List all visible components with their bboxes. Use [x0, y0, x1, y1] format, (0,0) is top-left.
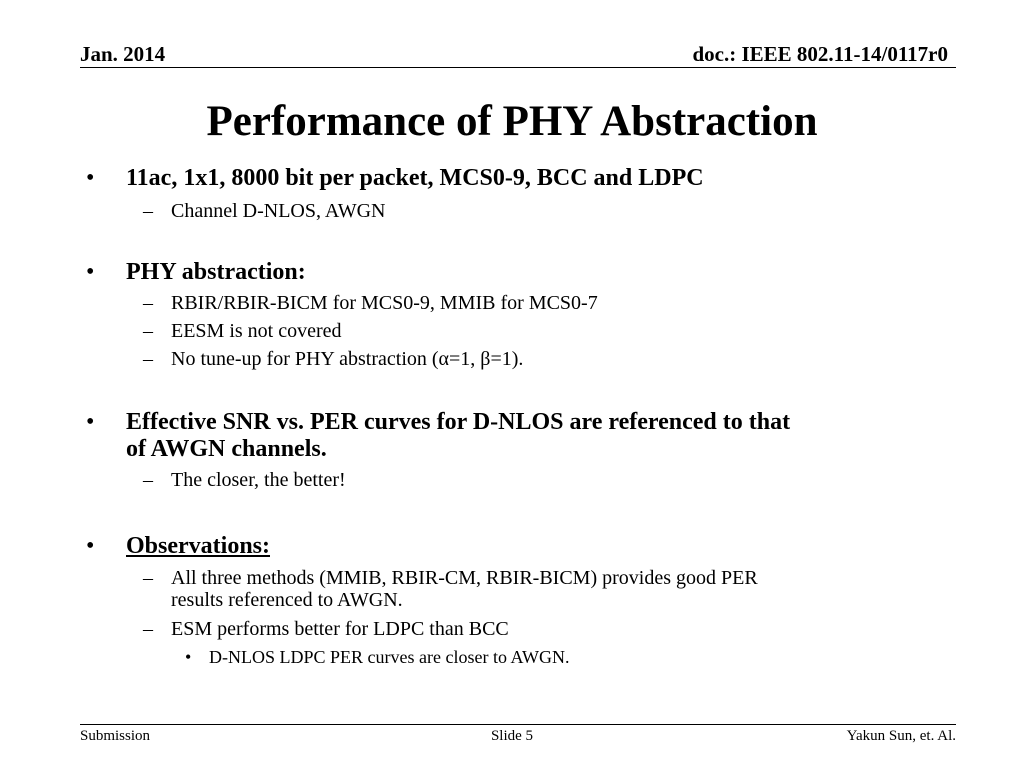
- bullet-marker: •: [86, 533, 95, 559]
- sub-bullet-marker: –: [143, 567, 153, 589]
- sub-bullet-item: [143, 567, 891, 590]
- sub-bullet-text: EESM is not covered: [171, 320, 342, 342]
- sub-bullet-text: The closer, the better!: [171, 469, 346, 491]
- sub-bullet-text: No tune-up for PHY abstraction (α=1, β=1).: [171, 348, 524, 370]
- sub-bullet-continuation: [171, 589, 891, 612]
- header-date: Jan. 2014: [80, 42, 166, 66]
- footer-slide-number: Slide 5: [490, 728, 534, 744]
- sub-bullet-marker: –: [143, 348, 153, 370]
- sub-bullet-marker: –: [143, 320, 153, 342]
- bullet-marker: •: [86, 165, 95, 191]
- header-doc-id: doc.: IEEE 802.11-14/0117r0: [692, 42, 948, 66]
- footer-divider: [80, 724, 956, 725]
- sub-sub-bullet-marker: •: [185, 647, 192, 667]
- bullet-item: [86, 165, 704, 192]
- sub-bullet-text: Channel D-NLOS, AWGN: [171, 200, 386, 222]
- sub-bullet-item: [143, 618, 891, 641]
- bullet-text-line2: of AWGN channels.: [126, 436, 327, 462]
- sub-bullet-text: ESM performs better for LDPC than BCC: [171, 618, 509, 640]
- sub-bullet-text-line2: results referenced to AWGN.: [171, 589, 403, 611]
- sub-bullet-text-line1: All three methods (MMIB, RBIR-CM, RBIR-BICM) provides good PER: [171, 567, 758, 589]
- sub-bullet-item: [143, 348, 891, 371]
- bullet-marker: •: [86, 409, 95, 435]
- bullet-text-line1: Effective SNR vs. PER curves for D-NLOS are referenced to that: [126, 409, 791, 435]
- sub-bullet-item: [143, 292, 891, 315]
- bullet-continuation: [126, 436, 327, 463]
- sub-bullet-marker: –: [143, 200, 153, 222]
- footer-submission: Submission: [80, 728, 151, 744]
- sub-sub-bullet-text: D-NLOS LDPC PER curves are closer to AWGN.: [209, 647, 570, 667]
- sub-bullet-item: [143, 200, 891, 223]
- bullet-text: PHY abstraction:: [126, 259, 306, 285]
- sub-bullet-item: [143, 320, 891, 343]
- sub-bullet-marker: –: [143, 618, 153, 640]
- bullet-item: [86, 259, 306, 286]
- sub-bullet-text: RBIR/RBIR-BICM for MCS0-9, MMIB for MCS0-7: [171, 292, 598, 314]
- bullet-item: [86, 533, 270, 560]
- footer-author: Yakun Sun, et. Al.: [846, 728, 956, 744]
- sub-sub-bullet-item: [185, 647, 570, 668]
- bullet-marker: •: [86, 259, 95, 285]
- sub-bullet-marker: –: [143, 292, 153, 314]
- bullet-item: [86, 409, 791, 436]
- bullet-text: 11ac, 1x1, 8000 bit per packet, MCS0-9, BCC and LDPC: [126, 165, 704, 191]
- bullet-text: Observations:: [126, 533, 270, 559]
- sub-bullet-marker: –: [143, 469, 153, 491]
- slide-title: Performance of PHY Abstraction: [206, 98, 818, 145]
- sub-bullet-item: [143, 469, 891, 492]
